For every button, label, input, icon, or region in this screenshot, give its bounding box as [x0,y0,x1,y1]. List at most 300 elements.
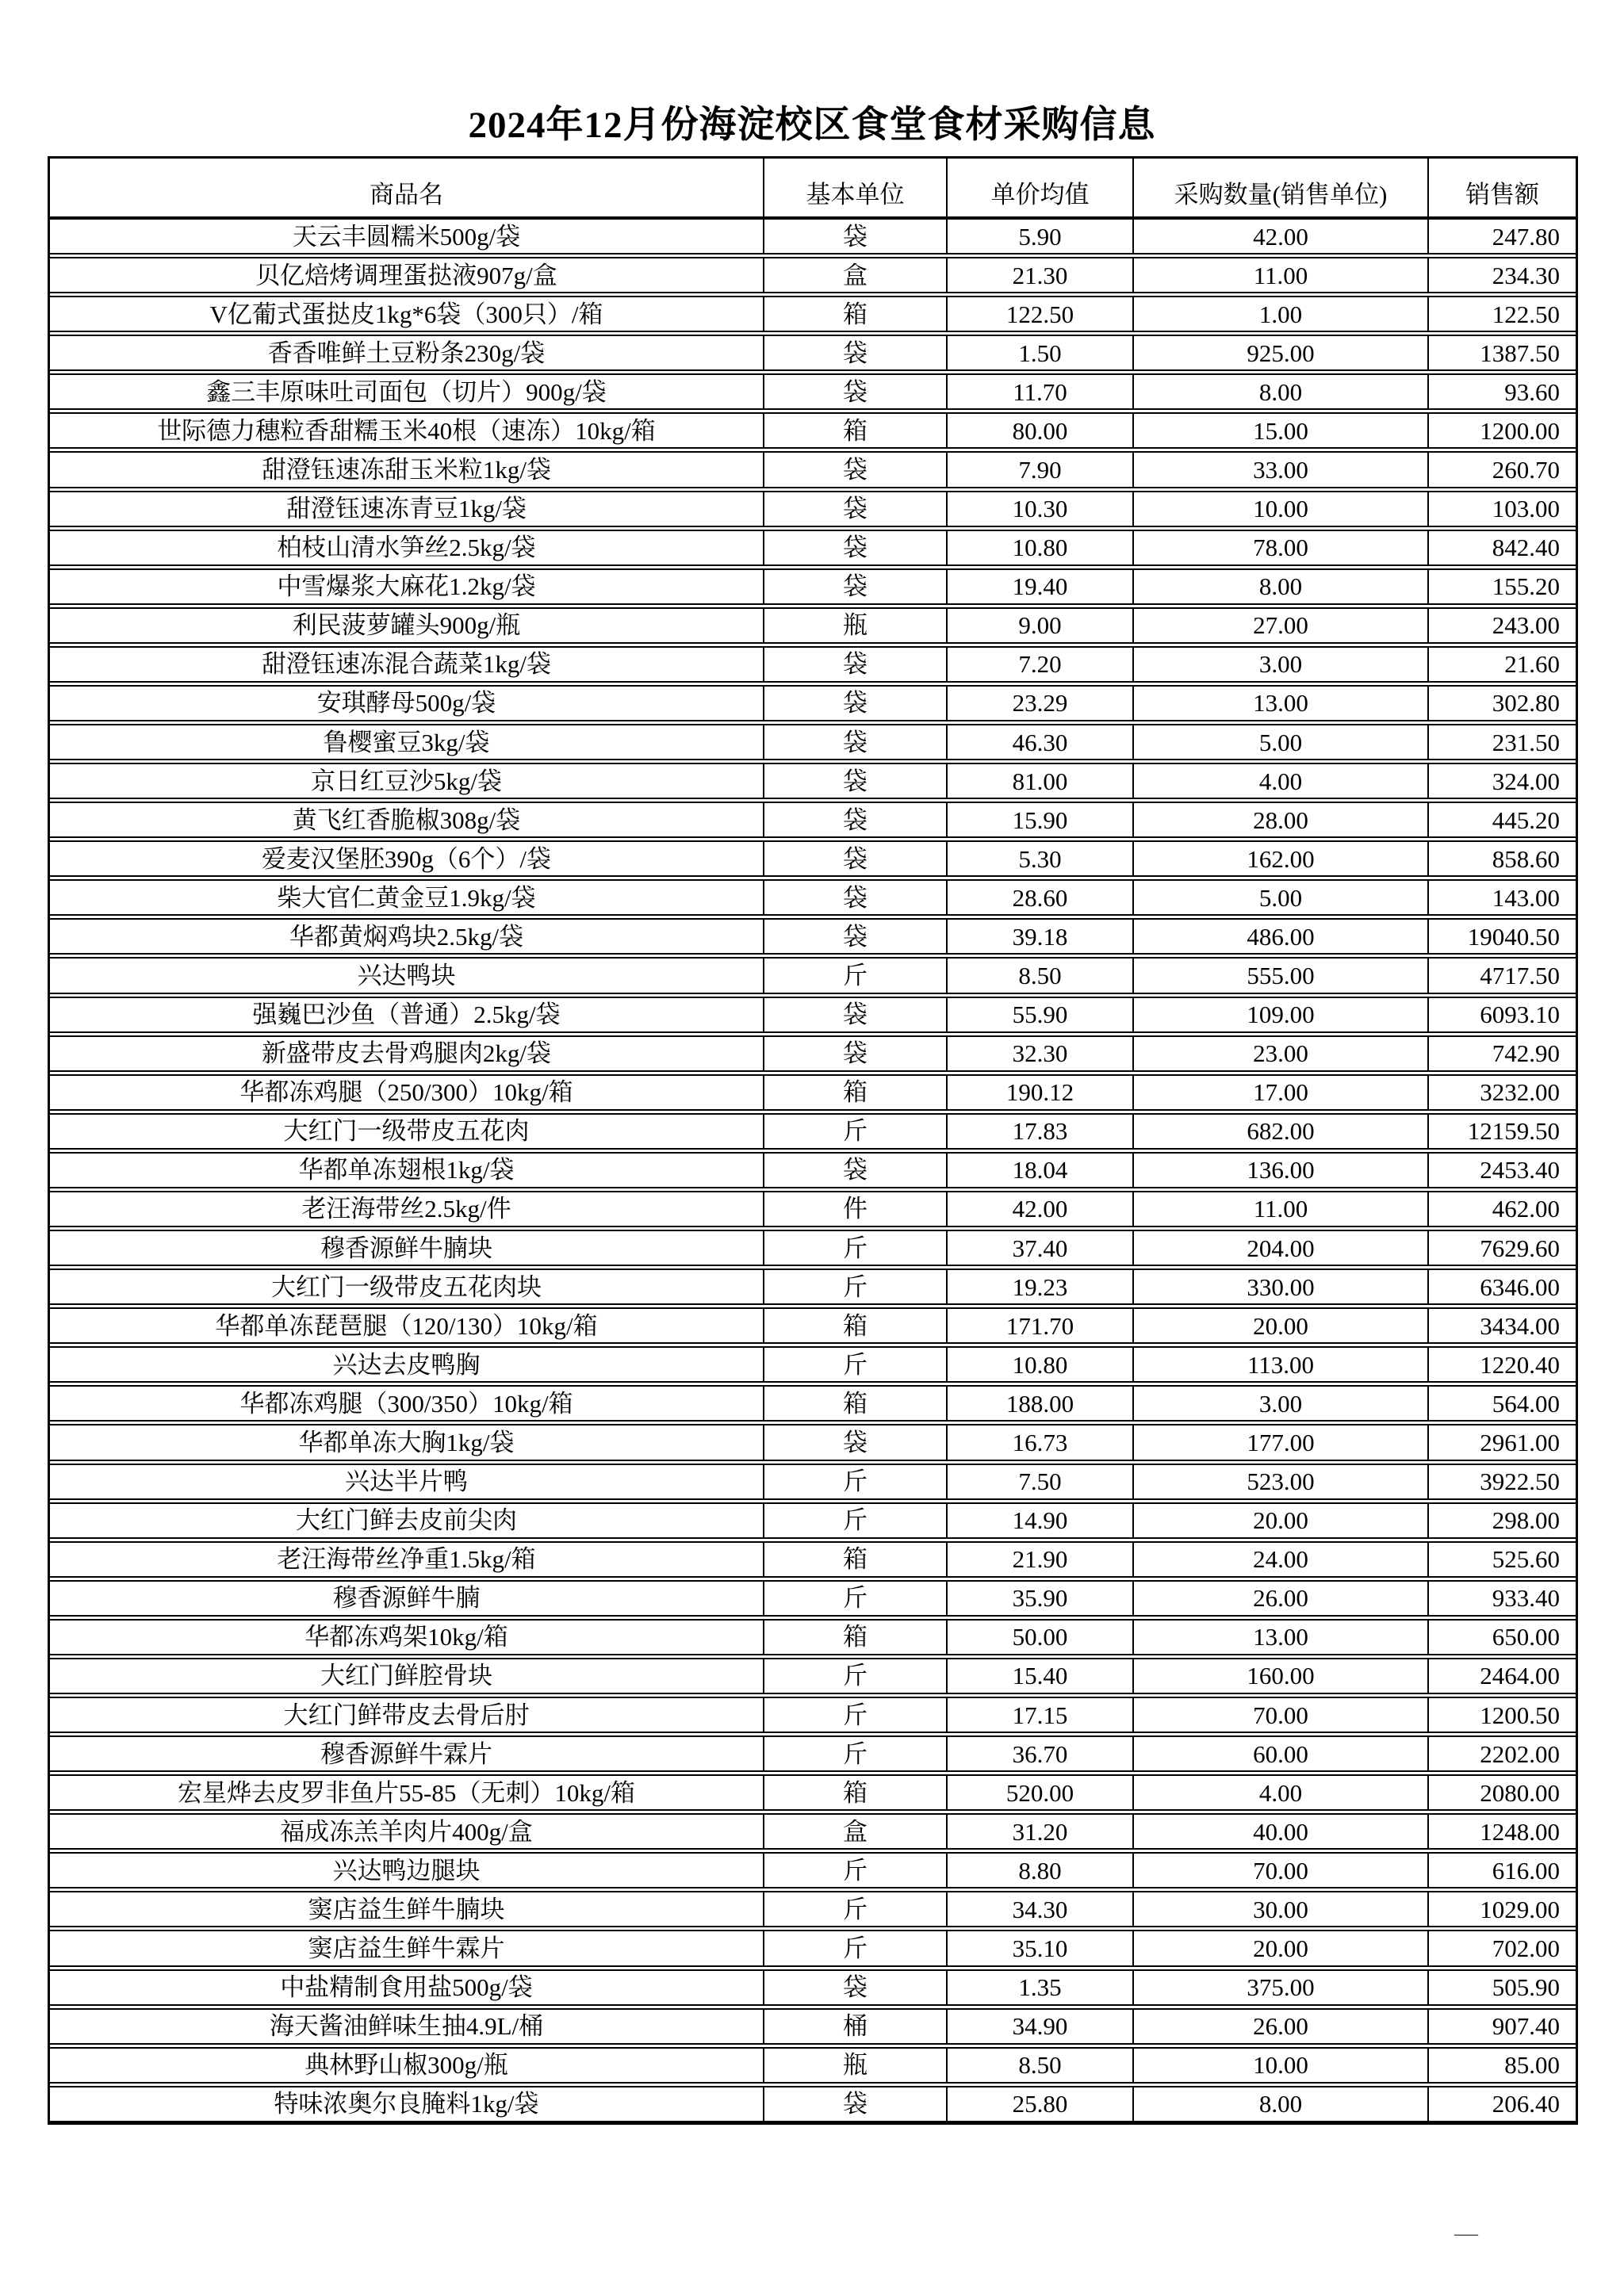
cell-unit: 斤 [764,1582,948,1615]
cell-quantity: 109.00 [1134,998,1429,1031]
table-row [50,685,1576,721]
cell-sales-amount: 234.30 [1492,261,1560,289]
cell-product-name: 甜澄钰速冻甜玉米粒1kg/袋 [50,453,764,486]
cell-sales-amount: 122.50 [1492,300,1560,328]
cell-product-name: 典林野山椒300g/瓶 [50,2049,764,2082]
cell-sales-amount: 93.60 [1504,377,1560,406]
cell-unit: 袋 [764,336,948,369]
table-row [50,296,1576,332]
cell-unit: 斤 [764,1231,948,1265]
cell-product-name: 黄飞红香脆椒308g/袋 [50,803,764,836]
cell-sales-amount: 505.90 [1492,1973,1560,2002]
cell-unit-price: 31.20 [948,1815,1134,1848]
cell-product-name: 窦店益生鲜牛腩块 [50,1892,764,1926]
cell-unit: 斤 [764,1931,948,1965]
cell-quantity: 30.00 [1134,1892,1429,1926]
cell-sales-amount: 445.20 [1492,806,1560,834]
cell-quantity: 3.00 [1134,648,1429,681]
cell-quantity: 20.00 [1134,1931,1429,1965]
cell-unit: 袋 [764,1154,948,1187]
cell-sales-amount: 103.00 [1492,495,1560,523]
cell-unit: 斤 [764,1504,948,1537]
cell-unit: 斤 [764,1659,948,1693]
cell-unit: 箱 [764,297,948,331]
cell-quantity: 925.00 [1134,336,1429,369]
cell-unit-price: 19.23 [948,1270,1134,1303]
cell-sales-amount: 1200.50 [1480,1701,1560,1729]
cell-unit: 袋 [764,998,948,1031]
cell-product-name: 大红门一级带皮五花肉块 [50,1270,764,1303]
cell-quantity: 27.00 [1134,609,1429,642]
cell-unit-price: 9.00 [948,609,1134,642]
cell-unit: 盒 [764,258,948,292]
cell-unit: 袋 [764,453,948,486]
cell-quantity: 8.00 [1134,570,1429,603]
cell-unit: 箱 [764,1543,948,1576]
cell-sales-amount: 243.00 [1492,611,1560,640]
cell-unit-price: 17.15 [948,1698,1134,1732]
cell-quantity: 20.00 [1134,1309,1429,1342]
cell-product-name: 穆香源鲜牛腩块 [50,1231,764,1265]
cell-sales-amount: 3434.00 [1480,1311,1560,1340]
cell-product-name: 甜澄钰速冻混合蔬菜1kg/袋 [50,648,764,681]
cell-unit-price: 15.40 [948,1659,1134,1693]
cell-unit-price: 28.60 [948,881,1134,914]
cell-quantity: 136.00 [1134,1154,1429,1187]
cell-product-name: 华都单冻大胸1kg/袋 [50,1425,764,1459]
cell-unit: 袋 [764,764,948,798]
cell-unit: 袋 [764,531,948,564]
cell-unit-price: 11.70 [948,375,1134,408]
table-row [50,2047,1576,2084]
cell-product-name: 宏星烨去皮罗非鱼片55-85（无刺）10kg/箱 [50,1776,764,1809]
table-row [50,1113,1576,1150]
cell-quantity: 40.00 [1134,1815,1429,1848]
cell-quantity: 70.00 [1134,1698,1429,1732]
cell-product-name: 福成冻羔羊肉片400g/盒 [50,1815,764,1848]
table-row [50,335,1576,371]
cell-unit-price: 8.50 [948,959,1134,992]
cell-sales-amount: 650.00 [1492,1623,1560,1651]
cell-unit-price: 23.29 [948,687,1134,720]
cell-unit: 箱 [764,1309,948,1342]
table-row [50,2086,1576,2122]
cell-sales-amount: 324.00 [1492,767,1560,795]
cell-product-name: 兴达半片鸭 [50,1465,764,1498]
cell-unit: 袋 [764,375,948,408]
cell-product-name: 华都黄焖鸡块2.5kg/袋 [50,920,764,953]
table-row [50,373,1576,410]
cell-unit-price: 21.90 [948,1543,1134,1576]
cell-sales-amount: 2464.00 [1480,1662,1560,1690]
cell-sales-amount: 2202.00 [1480,1739,1560,1768]
cell-unit: 箱 [764,1776,948,1809]
table-row [50,724,1576,760]
cell-product-name: 鑫三丰原味吐司面包（切片）900g/袋 [50,375,764,408]
table-row [50,1930,1576,1966]
table-row [50,2008,1576,2045]
table-row [50,1152,1576,1188]
cell-product-name: 兴达鸭块 [50,959,764,992]
cell-product-name: 京日红豆沙5kg/袋 [50,764,764,798]
cell-sales-amount: 1200.00 [1480,416,1560,445]
cell-sales-amount: 206.40 [1492,2090,1560,2118]
cell-product-name: 甜澄钰速冻青豆1kg/袋 [50,492,764,526]
cell-unit: 箱 [764,1387,948,1420]
cell-unit-price: 7.50 [948,1465,1134,1498]
cell-product-name: 华都冻鸡腿（250/300）10kg/箱 [50,1076,764,1109]
table-row [50,1852,1576,1888]
cell-product-name: 大红门一级带皮五花肉 [50,1115,764,1148]
cell-unit: 斤 [764,1892,948,1926]
cell-sales-amount: 21.60 [1504,650,1560,679]
cell-unit-price: 35.10 [948,1931,1134,1965]
cell-unit-price: 190.12 [948,1076,1134,1109]
cell-quantity: 33.00 [1134,453,1429,486]
cell-sales-amount: 2080.00 [1480,1778,1560,1807]
table-row [50,568,1576,605]
cell-unit-price: 81.00 [948,764,1134,798]
table-row [50,491,1576,527]
cell-quantity: 10.00 [1134,492,1429,526]
cell-sales-amount: 260.70 [1492,456,1560,484]
table-row [50,1891,1576,1927]
cell-quantity: 78.00 [1134,531,1429,564]
table-row [50,879,1576,916]
cell-quantity: 13.00 [1134,687,1429,720]
cell-sales-amount: 3922.50 [1480,1468,1560,1496]
cell-product-name: 大红门鲜腔骨块 [50,1659,764,1693]
cell-unit-price: 8.80 [948,1854,1134,1887]
table-row [50,1735,1576,1772]
cell-quantity: 5.00 [1134,725,1429,759]
procurement-table [48,156,1578,2125]
cell-product-name: V亿葡式蛋挞皮1kg*6袋（300只）/箱 [50,297,764,331]
cell-unit: 瓶 [764,2049,948,2082]
cell-sales-amount: 12159.50 [1467,1117,1560,1146]
cell-unit: 斤 [764,1348,948,1381]
cell-unit-price: 35.90 [948,1582,1134,1615]
cell-quantity: 8.00 [1134,375,1429,408]
cell-sales-amount: 6093.10 [1480,1001,1560,1029]
table-row [50,840,1576,877]
header-sales-amount: 销售额 [1465,181,1539,209]
cell-sales-amount: 7629.60 [1480,1234,1560,1262]
cell-unit-price: 10.80 [948,1348,1134,1381]
cell-quantity: 160.00 [1134,1659,1429,1693]
table-row [50,918,1576,955]
cell-quantity: 24.00 [1134,1543,1429,1576]
cell-unit-price: 7.90 [948,453,1134,486]
cell-product-name: 鲁樱蜜豆3kg/袋 [50,725,764,759]
cell-product-name: 柏枝山清水笋丝2.5kg/袋 [50,531,764,564]
cell-quantity: 15.00 [1134,414,1429,447]
table-row [50,1774,1576,1811]
cell-unit: 袋 [764,570,948,603]
cell-product-name: 新盛带皮去骨鸡腿肉2kg/袋 [50,1037,764,1070]
cell-unit: 箱 [764,1076,948,1109]
cell-quantity: 1.00 [1134,297,1429,331]
cell-sales-amount: 4717.50 [1480,962,1560,990]
cell-unit-price: 5.90 [948,220,1134,253]
cell-sales-amount: 19040.50 [1467,922,1560,951]
cell-sales-amount: 298.00 [1492,1506,1560,1535]
cell-unit-price: 17.83 [948,1115,1134,1148]
table-row [50,1464,1576,1500]
cell-quantity: 20.00 [1134,1504,1429,1537]
table-row [50,1307,1576,1344]
cell-product-name: 兴达去皮鸭胸 [50,1348,764,1381]
cell-quantity: 11.00 [1134,1192,1429,1226]
cell-quantity: 162.00 [1134,842,1429,875]
header-unit-price: 单价均值 [948,159,1134,216]
cell-unit-price: 520.00 [948,1776,1134,1809]
cell-quantity: 13.00 [1134,1621,1429,1654]
cell-sales-amount: 247.80 [1492,222,1560,251]
table-row [50,1346,1576,1383]
cell-unit: 袋 [764,842,948,875]
cell-sales-amount: 742.90 [1492,1039,1560,1068]
table-header-row [50,159,1576,218]
table-row [50,957,1576,993]
cell-sales-amount: 462.00 [1492,1195,1560,1223]
cell-unit-price: 46.30 [948,725,1134,759]
cell-sales-amount: 858.60 [1492,844,1560,873]
table-row [50,802,1576,838]
cell-unit: 斤 [764,959,948,992]
cell-unit: 斤 [764,1465,948,1498]
cell-unit: 箱 [764,1621,948,1654]
cell-product-name: 大红门鲜带皮去骨后肘 [50,1698,764,1732]
table-row [50,607,1576,644]
cell-unit-price: 14.90 [948,1504,1134,1537]
cell-quantity: 486.00 [1134,920,1429,953]
cell-unit-price: 16.73 [948,1425,1134,1459]
table-row [50,530,1576,566]
table-row [50,451,1576,488]
table-row [50,763,1576,799]
cell-unit: 袋 [764,220,948,253]
cell-quantity: 3.00 [1134,1387,1429,1420]
cell-unit-price: 10.30 [948,492,1134,526]
cell-unit-price: 36.70 [948,1737,1134,1770]
cell-quantity: 28.00 [1134,803,1429,836]
cell-product-name: 利民菠萝罐头900g/瓶 [50,609,764,642]
cell-quantity: 682.00 [1134,1115,1429,1148]
cell-unit-price: 55.90 [948,998,1134,1031]
cell-quantity: 42.00 [1134,220,1429,253]
cell-sales-amount: 3232.00 [1480,1078,1560,1107]
cell-product-name: 华都冻鸡腿（300/350）10kg/箱 [50,1387,764,1420]
cell-sales-amount: 1387.50 [1480,339,1560,367]
cell-quantity: 10.00 [1134,2049,1429,2082]
cell-quantity: 70.00 [1134,1854,1429,1887]
cell-unit: 袋 [764,648,948,681]
table-row [50,1969,1576,2006]
cell-sales-amount: 907.40 [1492,2012,1560,2041]
cell-unit-price: 50.00 [948,1621,1134,1654]
cell-product-name: 华都单冻翅根1kg/袋 [50,1154,764,1187]
cell-quantity: 204.00 [1134,1231,1429,1265]
cell-product-name: 大红门鲜去皮前尖肉 [50,1504,764,1537]
table-body [50,218,1576,2122]
table-row [50,1385,1576,1422]
cell-unit-price: 21.30 [948,258,1134,292]
table-row [50,218,1576,254]
table-row [50,646,1576,683]
cell-product-name: 穆香源鲜牛腩 [50,1582,764,1615]
cell-sales-amount: 2453.40 [1480,1156,1560,1184]
table-row [50,1697,1576,1733]
cell-quantity: 11.00 [1134,258,1429,292]
cell-quantity: 60.00 [1134,1737,1429,1770]
cell-sales-amount: 616.00 [1492,1856,1560,1885]
cell-unit-price: 32.30 [948,1037,1134,1070]
cell-product-name: 特味浓奥尔良腌料1kg/袋 [50,2087,764,2121]
cell-unit: 袋 [764,881,948,914]
cell-unit: 箱 [764,414,948,447]
cell-product-name: 穆香源鲜牛霖片 [50,1737,764,1770]
cell-sales-amount: 2961.00 [1480,1428,1560,1456]
cell-product-name: 强巍巴沙鱼（普通）2.5kg/袋 [50,998,764,1031]
cell-quantity: 4.00 [1134,1776,1429,1809]
cell-product-name: 老汪海带丝2.5kg/件 [50,1192,764,1226]
table-row [50,1230,1576,1266]
cell-product-name: 窦店益生鲜牛霖片 [50,1931,764,1965]
table-row [50,1074,1576,1111]
cell-product-name: 中雪爆浆大麻花1.2kg/袋 [50,570,764,603]
cell-quantity: 23.00 [1134,1037,1429,1070]
cell-sales-amount: 85.00 [1504,2051,1560,2080]
table-row [50,1619,1576,1655]
cell-product-name: 爱麦汉堡胚390g（6个）/袋 [50,842,764,875]
cell-product-name: 中盐精制食用盐500g/袋 [50,1971,764,2004]
cell-quantity: 5.00 [1134,881,1429,914]
cell-product-name: 柴大官仁黄金豆1.9kg/袋 [50,881,764,914]
cell-unit: 斤 [764,1270,948,1303]
cell-sales-amount: 231.50 [1492,728,1560,756]
table-row [50,1269,1576,1305]
cell-unit: 袋 [764,920,948,953]
table-row [50,1191,1576,1227]
cell-sales-amount: 6346.00 [1480,1272,1560,1301]
cell-unit: 袋 [764,803,948,836]
table-row [50,1502,1576,1539]
page-footer-dash: — [1454,2220,1478,2246]
cell-unit-price: 10.80 [948,531,1134,564]
cell-unit: 袋 [764,492,948,526]
cell-unit: 袋 [764,687,948,720]
cell-unit: 袋 [764,2087,948,2121]
cell-quantity: 26.00 [1134,1582,1429,1615]
cell-sales-amount: 155.20 [1492,572,1560,601]
cell-quantity: 555.00 [1134,959,1429,992]
cell-sales-amount: 842.40 [1492,534,1560,562]
cell-unit-price: 171.70 [948,1309,1134,1342]
cell-unit-price: 25.80 [948,2087,1134,2121]
cell-unit: 瓶 [764,609,948,642]
cell-product-name: 天云丰圆糯米500g/袋 [50,220,764,253]
cell-sales-amount: 564.00 [1492,1389,1560,1418]
cell-unit-price: 39.18 [948,920,1134,953]
cell-quantity: 177.00 [1134,1425,1429,1459]
cell-unit-price: 8.50 [948,2049,1134,2082]
cell-product-name: 海天酱油鲜味生抽4.9L/桶 [50,2010,764,2043]
cell-unit-price: 37.40 [948,1231,1134,1265]
cell-unit-price: 42.00 [948,1192,1134,1226]
cell-unit-price: 122.50 [948,297,1134,331]
cell-product-name: 华都冻鸡架10kg/箱 [50,1621,764,1654]
table-row [50,1424,1576,1460]
cell-sales-amount: 143.00 [1492,883,1560,912]
cell-sales-amount: 525.60 [1492,1545,1560,1574]
cell-unit: 桶 [764,2010,948,2043]
cell-unit-price: 34.90 [948,2010,1134,2043]
table-row [50,412,1576,449]
cell-unit-price: 80.00 [948,414,1134,447]
cell-product-name: 香香唯鲜土豆粉条230g/袋 [50,336,764,369]
cell-unit: 袋 [764,1971,948,2004]
cell-product-name: 安琪酵母500g/袋 [50,687,764,720]
cell-unit: 斤 [764,1698,948,1732]
cell-unit: 盒 [764,1815,948,1848]
cell-product-name: 兴达鸭边腿块 [50,1854,764,1887]
cell-unit: 袋 [764,1425,948,1459]
cell-unit: 件 [764,1192,948,1226]
cell-sales-amount: 1248.00 [1480,1817,1560,1846]
cell-unit: 袋 [764,1037,948,1070]
cell-product-name: 世际德力穗粒香甜糯玉米40根（速冻）10kg/箱 [50,414,764,447]
cell-quantity: 17.00 [1134,1076,1429,1109]
cell-quantity: 523.00 [1134,1465,1429,1498]
cell-product-name: 贝亿焙烤调理蛋挞液907g/盒 [50,258,764,292]
table-row [50,1658,1576,1694]
header-quantity: 采购数量(销售单位) [1134,159,1429,216]
cell-unit-price: 15.90 [948,803,1134,836]
cell-sales-amount: 1220.40 [1480,1350,1560,1379]
cell-quantity: 26.00 [1134,2010,1429,2043]
cell-quantity: 330.00 [1134,1270,1429,1303]
table-row [50,257,1576,293]
table-row [50,997,1576,1033]
cell-sales-amount: 302.80 [1492,689,1560,718]
cell-quantity: 375.00 [1134,1971,1429,2004]
header-unit: 基本单位 [764,159,948,216]
table-row [50,1541,1576,1578]
cell-sales-amount: 702.00 [1492,1934,1560,1962]
cell-quantity: 113.00 [1134,1348,1429,1381]
table-row [50,1580,1576,1617]
page-title: 2024年12月份海淀校区食堂食材采购信息 [468,105,1156,146]
cell-unit-price: 7.20 [948,648,1134,681]
header-product-name: 商品名 [50,159,764,216]
cell-unit-price: 1.35 [948,1971,1134,2004]
cell-sales-amount: 933.40 [1492,1584,1560,1613]
cell-unit-price: 1.50 [948,336,1134,369]
cell-quantity: 4.00 [1134,764,1429,798]
cell-unit: 斤 [764,1737,948,1770]
cell-unit-price: 19.40 [948,570,1134,603]
cell-unit-price: 18.04 [948,1154,1134,1187]
cell-quantity: 8.00 [1134,2087,1429,2121]
cell-sales-amount: 1029.00 [1480,1895,1560,1923]
table-row [50,1813,1576,1850]
cell-unit-price: 188.00 [948,1387,1134,1420]
cell-unit: 袋 [764,725,948,759]
cell-product-name: 华都单冻琵琶腿（120/130）10kg/箱 [50,1309,764,1342]
cell-product-name: 老汪海带丝净重1.5kg/箱 [50,1543,764,1576]
cell-unit: 斤 [764,1115,948,1148]
